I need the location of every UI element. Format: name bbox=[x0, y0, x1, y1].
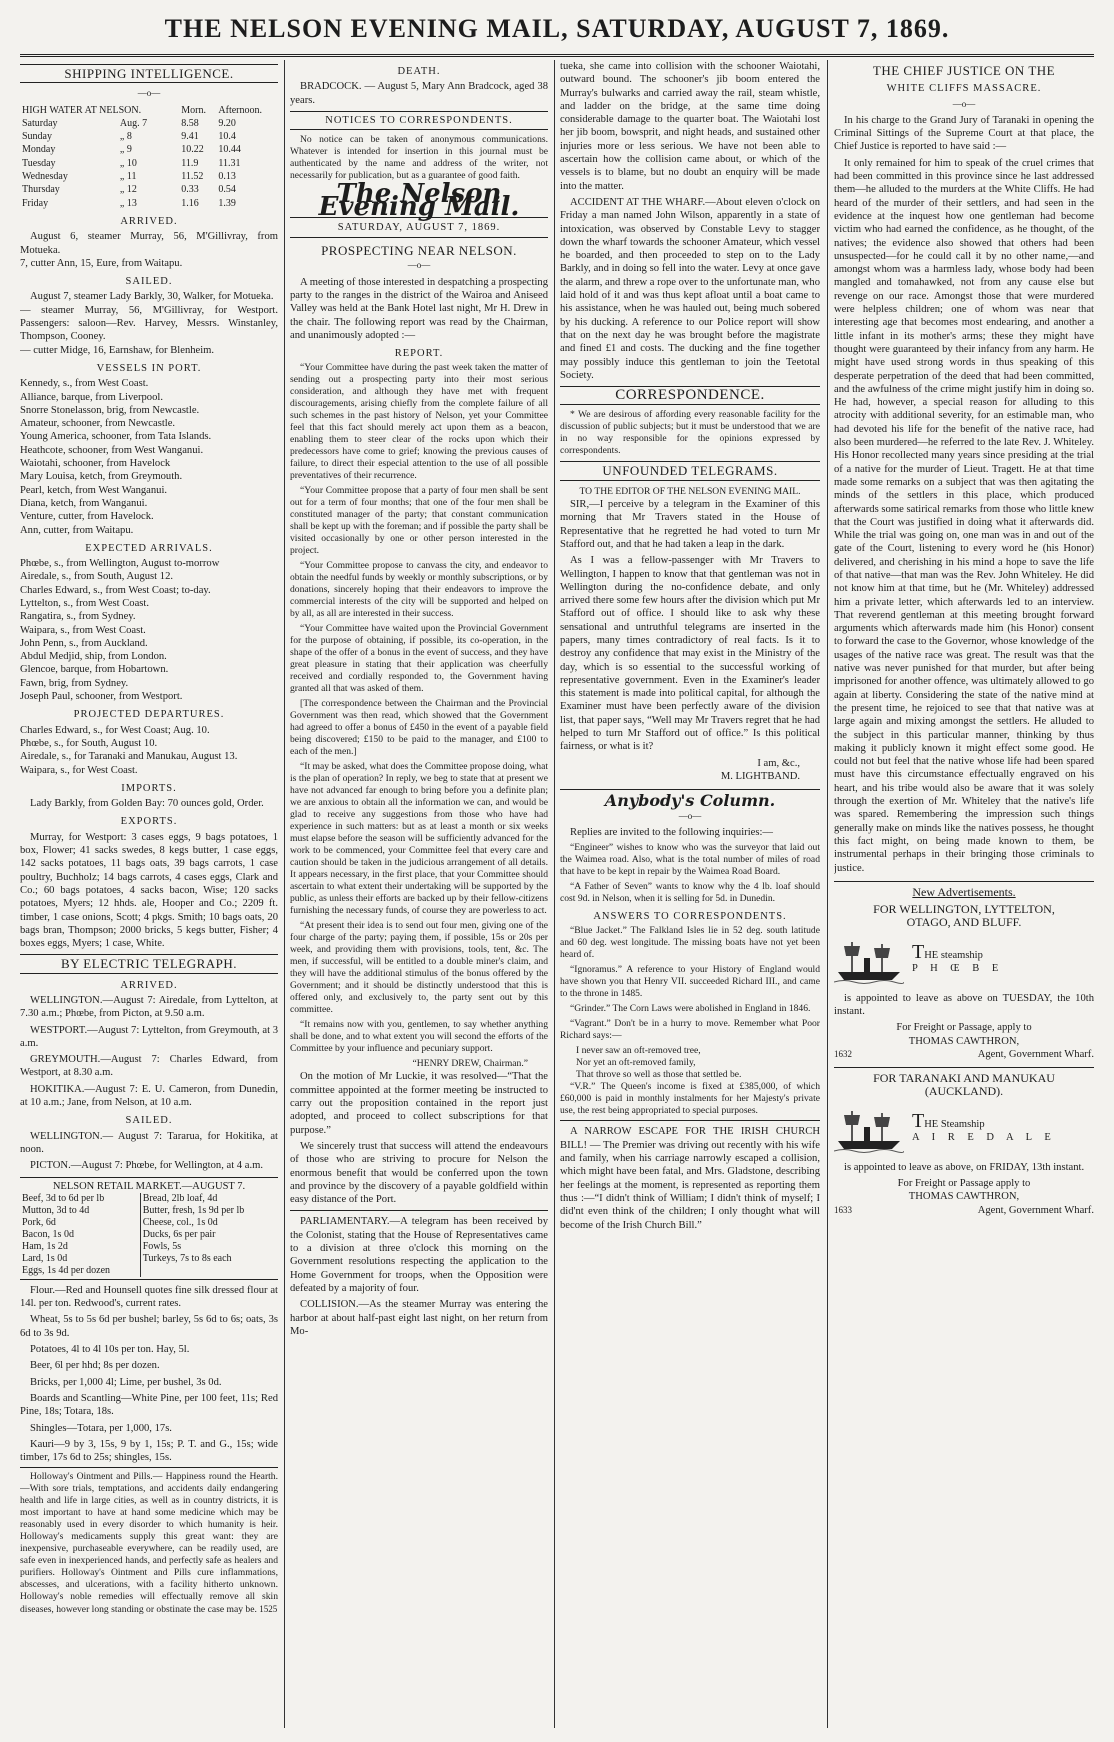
ad2-text: is appointed to leave as above, on FRIDAY, 13th instant. bbox=[844, 1161, 1085, 1173]
report-para: “It remains now with you, gentlemen, to say whether anything shall be done, and to what extent you will second the efforts of the Committee by your influence and pecuniary support. bbox=[290, 1019, 548, 1055]
column-3: tueka, she came into collision with the schooner Waiotahi, outward bound. The schooner's jib boom entered the Murray's bulwarks and carried away the rail, steam whistle, and ladder on the bridge, at the same time doing considerable damage to the quarter boat. The Waiotahi lost her jib boom, bowsprit, and night heads, and sustained other injuries more or less serious. We have not been able to ascertain how the collision came about, or which of the vessels is to blame, but no doubt an enquiry will be made into the matter. ACCIDENT AT THE WHARF.—About eleven o'clock on Friday a man named John Wilson, apparently in a state of intoxication, was observed by Constable Levy to stagger down the wharf towards the schooner Amateur, which vessel he boarded, and then proceeded to step on to the Lady Barkly, and in doing so fell into the water. Levy at once gave the alarm, and threw a rope over to the unfortunate man, who laid hold of it and was thus kept afloat until a boat came to his assistance, when he was hauled out, being much sobered by his ducking. A reference to our Police report will show that on the next day he was brought before the magistrate and fined £1 and costs. The ducking and the fine together may possibly induce this gentleman to join the Teetotal Society. CORRESPONDENCE. * We are desirous of affording every reasonable facility for the discussion of public subjects; but it must be understood that we are in no way responsible for the opinions expressed by correspondents. UNFOUNDED TELEGRAMS. TO THE EDITOR OF THE NELSON EVENING MAIL. SIR,—I perceive by a telegram in the Examiner of this morning that Mr Travers stated in the House of Representative that he regretted he had voted to turn Mr Stafford out, and that he had taken a leap in the dark. As I was a fellow-passenger with Mr Travers to Wellington, I happen to know that that gentleman was not in Wellington during the no-confidence debate, and only arrived there some few hours after the division which put Mr Stafford out of office. I should like to ask why these sensational and untruthful telegrams are inserted in the papers, many times contradictory of real facts. Is it to destroy any confidence that may exist in the Ministry of the day, which is so essential to the successful working of representative government. Even in the Examiner's leader this statement is made into political capital, for although the Examiner must have been perfectly aware of the division list, that paper says, “Well may Mr Travers regret that he had helped to turn Mr Stafford out of office.” Is this political fairness, or what is it? I am, &c., M. LIGHTBAND. Anybody's Column. —o— Replies are invited to the following inquiries:— “Engineer” wishes to know who was the surveyor that laid out the Waimea road. Also, what is the total number of miles of road that have to be kept in repair by the Waimea Road Board. “A Father of Seven” wants to know why the 4 lb. loaf should cost 9d. in Nelson, when it is selling for 5d. in Dunedin. ANSWERS TO CORRESPONDENTS. “Blue Jacket.” The Falkland Isles lie in 52 deg. south latitude and 60 deg. west longitude. The missing boats have not yet been heard of. “Ignoramus.” A reference to your History of England would have shown you that Henry VII. succeeded Richard III., and came to the throne in 1485. “Grinder.” The Corn Laws were abolished in England in 1846. “Vagrant.” Don't be in a hurry to move. Remember what Poor Richard says:— I never saw an oft-removed tree, Nor yet an oft-removed family, That throve so well as those that settled be. “V.R.” The Queen's income is fixed at £385,000, of which £60,000 is paid in monthly instalments for her Majesty's private use, the rest being appropriated to special purposes. A NARROW ESCAPE FOR THE IRISH CHURCH BILL! — The Premier was driving out recently with his wife and family, when his carriage narrowly escaped a collision, which might have been fatal, and Mrs. Gladstone, describing her feelings at the moment, is represented as reporting them thus :—“I didn't think of William; I didn't think of myself; I did'nt even think of the children; I only thought what will become of the Irish Church Bill.” bbox=[560, 61, 820, 1231]
report-signature: “HENRY DREW, Chairman.” bbox=[412, 1058, 528, 1070]
exports-heading: EXPORTS. bbox=[120, 816, 178, 828]
parliamentary-para: PARLIAMENTARY.—A telegram has been received by the Colonist, stating that the House of Representatives came to a division at three o'clock this morning on the Government resolutions respecting the application to the Home Government for troops, when the Opposition were defeated by a majority of four. bbox=[290, 1216, 548, 1294]
list-item: Phœbe, s., for South, August 10. bbox=[20, 737, 158, 749]
telegraph-heading: BY ELECTRIC TELEGRAPH. bbox=[20, 954, 278, 973]
report-para: “At present their idea is to send out four men, giving one of the four charge of the party; paying them, if possible, 15s or 20s per week, and providing them with provisions, tools, tent, &c. The men, if successful, will be entitled to a double miner's claim, and they will have the additional stimulus of the bonus offered by the Government; and it should be distinctly understood that this is offered only, and exclusively to, the party sent out by this committee. bbox=[290, 920, 548, 1016]
market-item: Wheat, 5s to 5s 6d per bushel; barley, 5s 6d to 6s; oats, 3s 6d to 3s 9d. bbox=[20, 1314, 278, 1339]
death-notice: BRADCOCK. — August 5, Mary Ann Bradcock, aged 38 years. bbox=[290, 81, 548, 106]
letter-para: SIR,—I perceive by a telegram in the Examiner of this morning that Mr Travers stated in the House of Representative that he regretted he had voted to turn Mr Stafford out, and that he had taken a leap in the dark. bbox=[560, 499, 820, 550]
tide-row: Thursday „ 12 0.33 0.54 bbox=[22, 184, 236, 196]
tide-row: Friday „ 13 1.16 1.39 bbox=[22, 197, 236, 209]
list-item: Pearl, ketch, from West Wanganui. bbox=[20, 484, 168, 496]
tel-arrived-item: HOKITIKA.—August 7: E. U. Cameron, from Dunedin, at 10 a.m.; Jane, from Nelson, at 10 a.m. bbox=[20, 1083, 278, 1109]
list-item: Lyttelton, s., from West Coast. bbox=[20, 597, 150, 609]
sailed-text: August 7, steamer Lady Barkly, 30, Walker, for Motueka. — steamer Murray, 56, M'Gillivray, for Westport. Passengers: saloon—Rev. Harvey, Messrs. Winstanley, Thompson, Cooney. — cutter Midge, 16, Earnshaw, for Blenheim. bbox=[20, 291, 278, 356]
query: “A Father of Seven” wants to know why the 4 lb. loaf should cost 9d. in Nelson, when it is selling for 5d. in Dunedin. bbox=[560, 881, 820, 905]
list-item: Fawn, brig, from Sydney. bbox=[20, 677, 129, 689]
list-item: Kennedy, s., from West Coast. bbox=[20, 378, 149, 390]
anybody-intro: Replies are invited to the following inquiries:— bbox=[570, 826, 774, 838]
arrived-heading: ARRIVED. bbox=[120, 215, 178, 227]
tel-arrived-item: WELLINGTON.—August 7: Airedale, from Lyttelton, at 7.30 a.m.; Phœbe, from Picton, at 9.50 a.m. bbox=[20, 995, 278, 1020]
tide-header: HIGH WATER AT NELSON. Morn. Afternoon. bbox=[22, 104, 262, 116]
report-para: [The correspondence between the Chairman and the Provincial Government was then read, which showed that the Government had agreed to offer a bonus of £450 in the event of a payable field being discovered; £150 to be paid to the manager, and £100 to each of the men.] bbox=[290, 698, 548, 758]
market-box bbox=[20, 1177, 278, 1280]
ad1-subheading: OTAGO, AND BLUFF. bbox=[906, 915, 1022, 930]
correspondence-heading: CORRESPONDENCE. bbox=[560, 386, 820, 405]
vessels-list bbox=[20, 377, 278, 537]
masthead-title: THE NELSON EVENING MAIL, SATURDAY, AUGUST 7, 1869. bbox=[164, 14, 950, 43]
answer: “Blue Jacket.” The Falkland Isles lie in 52 deg. south latitude and 60 deg. west longitude. The missing boats have not yet been heard of. bbox=[560, 925, 820, 961]
vessels-heading: VESSELS IN PORT. bbox=[96, 362, 202, 374]
list-item: Airedale, s., from South, August 12. bbox=[20, 571, 174, 583]
market-item: Shingles—Totara, per 1,000, 17s. bbox=[30, 1422, 172, 1434]
answer: “Vagrant.” Don't be in a hurry to move. Remember what Poor Richard says:— bbox=[560, 1018, 820, 1042]
holloway-ad: Holloway's Ointment and Pills.— Happiness round the Hearth.—With sore trials, temptations, and accidents daily endangering health and life in large cities, as well as in country districts, it is most important to have at hand some medicine which may be reasonably used in every disorder to which humanity is heir. Holloway's medicaments supply this great want: they are inexpensive, purchaseable everywhere, can be readily used, are safe even in inexperienced hands, and perfectly safe as healers and purifiers. Holloway's Ointment and Pills cure inflammations, abscesses, and ulcerations, with a facility hitherto unknown. Holloway's noble remedies will effectually remove all skin diseases, however long standing or obstinate the case may be. 1525 bbox=[20, 1467, 278, 1616]
tel-sailed-item: PICTON.—August 7: Phœbe, for Wellington, at 4 a.m. bbox=[30, 1160, 263, 1172]
list-item: John Penn, s., from Auckland. bbox=[20, 637, 148, 649]
list-item: Waipara, s., from West Coast. bbox=[20, 624, 146, 636]
ad2-subheading: (AUCKLAND). bbox=[924, 1084, 1004, 1099]
market-item: Bricks, per 1,000 4l; Lime, per bushel, 3s 0d. bbox=[30, 1376, 222, 1388]
ad2-heading: FOR TARANAKI AND MANUKAU bbox=[873, 1071, 1055, 1086]
list-item: Alliance, barque, from Liverpool. bbox=[20, 391, 163, 403]
list-item: Heathcote, schooner, from West Wanganui. bbox=[20, 444, 204, 456]
answer: “Grinder.” The Corn Laws were abolished in England in 1846. bbox=[570, 1003, 811, 1015]
list-item: Ann, cutter, from Waitapu. bbox=[20, 524, 134, 536]
imports-heading: IMPORTS. bbox=[121, 782, 177, 794]
dateline: SATURDAY, AUGUST 7, 1869. bbox=[290, 217, 548, 238]
prospect-para: We sincerely trust that success will attend the endeavours of those who are striving to procure for Nelson the enormous benefit that would be conferred upon the town and province by the discovery of a payable goldfield within easy distance of the Port. bbox=[290, 1140, 548, 1206]
list-item: Waipara, s., for West Coast. bbox=[20, 764, 138, 776]
sailed-heading: SAILED. bbox=[125, 276, 173, 288]
steamship-icon bbox=[834, 936, 904, 986]
ad1-agent-name: THOMAS CAWTHRON, bbox=[908, 1035, 1020, 1047]
death-heading: DEATH. bbox=[397, 66, 441, 77]
list-item: Venture, cutter, from Havelock. bbox=[20, 511, 154, 523]
list-item: Joseph Paul, schooner, from Westport. bbox=[20, 691, 183, 703]
collision-cont: tueka, she came into collision with the schooner Waiotahi, outward bound. The schooner's jib boom entered the Murray's bulwarks and carried away the rail, steam whistle, and ladder on the bridge, at the same time doing considerable damage to the quarter boat. The Waiotahi lost her jib boom, bowsprit, and night heads, and sustained other injuries more or less serious. We have not been able to ascertain how the collision came about, or which of the vessels is to blame, but no doubt an enquiry will be made into the matter. bbox=[560, 61, 820, 192]
ad2-number: 1633 bbox=[834, 1204, 852, 1215]
report-para: “Your Committee have during the past week taken the matter of sending out a prospecting party into their most serious consideration, and although they have met with frequent discouragements, arising chiefly from the complete failure of all such schemes in the past history of Nelson, yet your Committee feel that this fact should merely act upon them as a beacon, enabling them to steer clear of the rocks upon which their predecessors have come to grief; knowing the previous causes of failure, to direct their especial attention to the use of all possible preventatives of their recurrence. bbox=[290, 362, 548, 482]
list-item: Rangatira, s., from Sydney. bbox=[20, 611, 136, 623]
report-heading: REPORT. bbox=[394, 348, 444, 360]
chief-justice-subheading: WHITE CLIFFS MASSACRE. bbox=[886, 83, 1042, 95]
collision-para: COLLISION.—As the steamer Murray was entering the harbor at about half-past eight last night, on her return from Mo- bbox=[290, 1299, 548, 1337]
expected-heading: EXPECTED ARRIVALS. bbox=[85, 542, 213, 554]
report-para: “It may be asked, what does the Committee propose doing, what is the plan of operation? In reply, we beg to state that at present we have not advanced far enough to bring before you a definite plan; we are anxious to obtain all the information we can, and would be glad to receive any suggestions from those who have had experience in such matters: but as at least a month or six weeks must elapse before the season will be sufficiently advanced for the work to be commenced, your Committee feel that every care and caution should be taken in the judicious arrangement of all details. It appears necessary, in the first place, that your Committee should ascertain to what extent their undertaking will be supported by the public, as unless their efforts are backed up by their fellow-citizens furnishing the necessary funds, of course they are powerless to act. bbox=[290, 761, 548, 917]
imports-text: Lady Barkly, from Golden Bay: 70 ounces gold, Order. bbox=[30, 798, 264, 810]
letter-signature: M. LIGHTBAND. bbox=[720, 770, 800, 782]
unfounded-heading: UNFOUNDED TELEGRAMS. bbox=[560, 461, 820, 480]
tel-arrived-item: GREYMOUTH.—August 7: Charles Edward, from Westport, at 8.30 a.m. bbox=[20, 1054, 278, 1079]
list-item: Mary Louisa, ketch, from Greymouth. bbox=[20, 471, 183, 483]
list-item: Amateur, schooner, from Newcastle. bbox=[20, 418, 176, 430]
new-ads-heading: New Advertisements. bbox=[912, 884, 1016, 899]
cj-para: It only remained for him to speak of the cruel crimes that had been committed in this province since he last addressed them—he alluded to the murders at the White Cliffs. He had heard of the murder of their settlers, and had seen in the evidence at the inquest how one gentleman had become victim who had earned the confidence, as he thought, of the natives; the evidence also showed that others had been unsuspected—for he could call it by no other name,—and amongst whom was a harmless lady, whose body had been mangled and tomahawked, not from any cause else but revenge on our race. Amongst those that were murdered were helpless children; one of whom was near that interesting age that becomes most endearing, and another a little infant in its mother's arms; these they might have thought were guaranteed by their infancy from any harm. He might have used strong words in thus speaking of this desperate perpetration of the deed that had been committed, and the awfulness of the crime might justify him in doing so. He had, however, a special reason for alluding to this atrocity with additional severity, for an estimable man, who had devoted his life for the benefit of the native race, had also been murdered—he referred to the late Rev. J. Whiteley. His Honor recollected many years since presiding at the trial of a native for the murder of Lieut. Tragett. He at that time made some remarks on a subject that was then agitating the minds of the settlers in this place, which produced afterwards some satirical remarks from those who little knew that the Court was justified in doing what it afterwards did. While the trial was going on, one man was in and out of the gate of the Court, listening to every word he (his Honor) delivered, and cherishing in his mind a hope to save the life of that native—that man was the Rev. John Whiteley. He did not know him at that time, but he (Mr. Whiteley) addressed him a private letter, which afterwards led to an interview. That reverend gentleman at this meeting brought forward arguments which afterwards made him (his Honor) consent to forward the case to the Governor, whose knowledge of the usages of the native race was great. The result was that the native was never punished for that murder, but after being imprisoned for another offence, was ultimately allowed to go again at liberty. Considering the state of the native mind at the present time, he rejoiced to see that that native was at large again and mixing amongst the settlers. He alluded to the subject in this particular manner, thinking by thus making it publicly known it might effect some good. He could not but feel that the native whose life had been spared must have this circumstance effectually engraved on his heart, and his tribe would also be aware that it was solely through the exertion of Mr. Whiteley that the native's life was spared. Remembering the impression such things generally make on minds like the natives possess, he thought this fact might, on being made known to them, be instrumental perhaps in their bringing those criminals to justice. bbox=[834, 157, 1094, 874]
ad1-text: is appointed to leave as above on TUESDAY, the 10th instant. bbox=[834, 992, 1094, 1017]
tel-sailed-item: WELLINGTON.— August 7: Tararua, for Hokitika, at noon. bbox=[20, 1130, 278, 1155]
list-item: Young America, schooner, from Tata Islands. bbox=[20, 431, 212, 443]
column-1: SHIPPING INTELLIGENCE. —o— HIGH WATER AT NELSON. Morn. Afternoon. Saturday Aug. 7 8.58 9.20 Sunday „ 8 9.41 10.4 Monday „ 9 10.22 10.44 Tuesday „ 10 11.9 11.31 Wednesday „ 11 11.52 0.13 Thursday „ 12 0.33 0.54 Friday „ 13 1.16 1.39 ARRIVED. August 6, steamer Murray, 56, M'Gillivray, from Motueka. 7, cutter Ann, 15, Eure, from Waitapu. SAILED. August 7, steamer Lady Barkly, 30, Walker, for Motueka. — steamer Murray, 56, M'Gillivray, for Westport. Passengers: saloon—Rev. Harvey, Messrs. Winstanley, Thompson, Cooney. — cutter Midge, 16, Earnshaw, for Blenheim. VESSELS IN PORT. Kennedy, s., from West Coast. Alliance, barque, from Liverpool. Snorre Stonelasson, brig, from Newcastle. Amateur, schooner, from Newcastle. Young America, schooner, from Tata Islands. Heathcote, schooner, from West Wanganui. Waiotahi, schooner, from Havelock Mary Louisa, ketch, from Greymouth. Pearl, ketch, from West Wanganui. Diana, ketch, from Wanganui. Venture, cutter, from Havelock. Ann, cutter, from Waitapu. EXPECTED ARRIVALS. Phœbe, s., from Wellington, August to-morrow Airedale, s., from South, August 12. Charles Edward, s., from West Coast; to-day. Lyttelton, s., from West Coast. Rangatira, s., from Sydney. Waipara, s., from West Coast. John Penn, s., from Auckland. Abdul Medjid, ship, from London. Glencoe, barque, from Hobartown. Fawn, brig, from Sydney. Joseph Paul, schooner, from Westport. PROJECTED DEPARTURES. Charles Edward, s., for West Coast; Aug. 10. Phœbe, s., for South, August 10. Airedale, s., for Taranaki and Manukau, August 13. Waipara, s., for West Coast. IMPORTS. Lady Barkly, from Golden Bay: 70 ounces gold, Order. EXPORTS. Murray, for Westport: 3 cases eggs, 9 bags potatoes, 1 box, Flower; 41 sacks swedes, 8 kegs butter, 1 case eggs, 142 sacks potatoes, 11 bags oats, 39 bags carrots, 1 case poultry, Buchholz; 14 bags carrots, 4 cases eggs, Clark and Co.; 60 bags potatoes, 4 sacks bacon, Wise; 120 sacks potatoes, Myers; 12 hhds. ale, Hooper and Co.; 2209 ft. timber, 1 case onions, Scott; 4 pkgs. Smith; 10 bags oats, 20 bags bran, Thompson; 2000 bricks, 5 kegs butter, Fisher; 4 boxes eggs, Myers; 1 case, White. BY ELECTRIC TELEGRAPH. ARRIVED. WELLINGTON.—August 7: Airedale, from Lyttelton, at 7.30 a.m.; Phœbe, from Picton, at 9.50 a.m. WESTPORT.—August 7: Lyttelton, from Greymouth, at 3 a.m. GREYMOUTH.—August 7: Charles Edward, from Westport, at 8.30 a.m. HOKITIKA.—August 7: E. U. Cameron, from Dunedin, at 10 a.m.; Jane, from Nelson, at 10 a.m. SAILED. WELLINGTON.— August 7: Tararua, for Hokitika, at noon. PICTON.—August 7: Phœbe, for Wellington, at 4 a.m. NELSON RETAIL MARKET.—AUGUST 7. Beef, 3d to 6d per lb Mutton, 3d to 4d Pork, 6d Bacon, 1s 0d Ham, 1s 2d Lard, 1s 0d Eggs, 1s 4d per dozen Bread, 2lb loaf, 4d Butter, fresh, 1s 9d per lb Cheese, col., 1s 0d Ducks, 6s per pair Fowls, 5s Turkeys, 7s to 8s each Flour.—Red and Hounsell quotes fine silk dressed flour at 14l. per ton. Redwood's, current rates. Wheat, 5s to 5s 6d per bushel; barley, 5s 6d to 6s; oats, 3s 6d to 3s 9d. Potatoes, 4l to 4l 10s per ton. Hay, 5l. Beer, 6l per hhd; 8s per dozen. Bricks, per 1,000 4l; Lime, per bushel, 3s 0d. Boards and Scantling—White Pine, per 100 feet, 11s; Red Pine, 18s; Totara, 18s. Shingles—Totara, per 1,000, 17s. Kauri—9 by 3, 15s, 9 by 1, 15s; P. T. and G., 15s; wide timber, 17s 6d to 25s; shingles, 15s. Holloway's Ointment and Pills.— Happiness round the Hearth.—With sore trials, temptations, and accidents daily endangering health and life in large cities, as well as in country districts, it is most important to have at hand some medicine which may be reasonably used in every disorder to which humanity is heir. Holloway's medicaments supply this great want: they are inexpensive, purchaseable everywhere, can be readily used, are safe even in inexperienced hands, and perfectly safe as healers and purifiers. Holloway's Ointment and Pills cure inflammations, abscesses, and ulcerations, with a facility hitherto unknown. Holloway's noble remedies will effectually remove all skin diseases, however long standing or obstinate the case may be. 1525 bbox=[20, 66, 278, 1616]
column-rule bbox=[554, 60, 555, 1728]
list-item: Charles Edward, s., from West Coast; to-day. bbox=[20, 584, 211, 596]
tide-table bbox=[20, 104, 278, 210]
tel-arrived-item: WESTPORT.—August 7: Lyttelton, from Greymouth, at 3 a.m. bbox=[20, 1024, 278, 1049]
narrow-escape-para: A NARROW ESCAPE FOR THE IRISH CHURCH BILL! — The Premier was driving out recently with his wife and family, when his carriage narrowly escaped a collision, which might have been fatal, and Mrs. Gladstone, describing her feelings at the moment, is represented as reporting them thus :—“I didn't think of William; I didn't think of myself; I did'nt even think of the children; I only thought what will become of the Irish Church Bill.” bbox=[560, 1120, 820, 1231]
tide-row: Saturday Aug. 7 8.58 9.20 bbox=[22, 117, 236, 129]
column-4: THE CHIEF JUSTICE ON THE WHITE CLIFFS MASSACRE. —o— In his charge to the Grand Jury of Taranaki in opening the Criminal Sittings of the Supreme Court at that place, the Chief Justice is reported to have said :— It only remained for him to speak of the cruel crimes that had been committed in this province since he last addressed them—he alluded to the murders at the White Cliffs. He had heard of the murder of their settlers, and had seen in the evidence at the inquest how one gentleman had become victim who had earned the confidence, as he thought, of the natives; the evidence also showed that others had been unsuspected—for he could call it by no other name,—and amongst whom was a harmless lady, whose body had been mangled and tomahawked, not from any cause else but revenge on our race. Amongst those that were murdered were helpless children; one of whom was near that interesting age that becomes most endearing, and another a little infant in its mother's arms; these they might have thought were guaranteed by their infancy from any harm. He might have used strong words in thus speaking of this desperate perpetration of the deed that had been committed, and the awfulness of the crime might justify him in doing so. He had, however, a special reason for alluding to this atrocity with additional severity, for an estimable man, who had devoted his life for the benefit of the native race, had also been murdered—he referred to the late Rev. J. Whiteley. His Honor recollected many years since presiding at the trial of a native for the murder of Lieut. Tragett. He at that time made some remarks on a subject that was then agitating the minds of the settlers in this place, which produced afterwards some satirical remarks from those who little knew that the Court was justified in doing what it afterwards did. While the trial was going on, one man was in and out of the gate of the Court, listening to every word he (his Honor) delivered, and cherishing in his mind a hope to save the life of that native—that man was the Rev. John Whiteley. He did not know him at that time, but he (Mr. Whiteley) addressed him a private letter, which afterwards led to an interview. That reverend gentleman at this meeting brought forward arguments which afterwards made him (his Honor) consent to forward the case to the Governor, whose knowledge of the usages of the native race was great. The result was that the native was never punished for that murder, but after being imprisoned for another offence, was ultimately allowed to go again at liberty. Considering the state of the native mind at the present time, he rejoiced to see that that native was at large again and mixing amongst the settlers. He alluded to the subject in this particular manner, thinking by thus making it publicly known it might effect some good. He could not but feel that the native whose life had been spared must have this circumstance effectually engraved on his heart, and his tribe would also be aware that it was solely through the exertion of Mr. Whiteley that the native's life was spared. Remembering the impression such things generally make on minds like the natives possess, he thought this fact might, on being made known to them, be instrumental perhaps in their bringing those criminals to justice. New Advertisements. FOR WELLINGTON, LYTTELTON, OTAGO, AND BLUFF. THE steamship P H Œ B E is appointed to leave as above on TUESDAY, the 10th instant. For Freight or Passage, apply to THOMAS CAWTHRON, 1632 Agent, Government Wharf. FOR TARANAKI AND MANUKAU (AUCKLAND). THE Steamship A I R E D A L E is appointed to leave as above, on FRIDAY, 13th instant. For Freight or Passage apply to THOMAS CAWTHRON, 1633 Agent, Government Wharf. bbox=[834, 63, 1094, 1216]
exports-text: Murray, for Westport: 3 cases eggs, 9 bags potatoes, 1 box, Flower; 41 sacks swedes, 8 kegs butter, 1 case eggs, 142 sacks potatoes, 11 bags oats, 39 bags carrots, 1 case poultry, Buchholz; 14 bags carrots, 4 cases eggs, Clark and Co.; 60 bags potatoes, 4 sacks bacon, Wise; 120 sacks potatoes, Myers; 12 hhds. ale, Hooper and Co.; 2209 ft. timber, 1 case onions, Scott; 4 pkgs. Smith; 10 bags oats, 20 bags bran, Thompson; 2000 bricks, 5 kegs butter, Fisher; 4 boxes eggs, Myers; 1 case, White. bbox=[20, 831, 278, 950]
shipping-heading: SHIPPING INTELLIGENCE. bbox=[20, 64, 278, 83]
projected-list bbox=[20, 724, 278, 777]
list-item: Glencoe, barque, from Hobartown. bbox=[20, 664, 169, 676]
answer: “V.R.” The Queen's income is fixed at £385,000, of which £60,000 is paid in monthly instalments for her Majesty's private use, the rest being appropriated to special purposes. bbox=[560, 1081, 820, 1117]
projected-heading: PROJECTED DEPARTURES. bbox=[73, 709, 225, 721]
list-item: Airedale, s., for Taranaki and Manukau, August 13. bbox=[20, 751, 238, 763]
ad1-freight: For Freight or Passage, apply to bbox=[896, 1022, 1032, 1034]
column-rule bbox=[827, 60, 828, 1728]
letter-sign-off: I am, &c., bbox=[757, 757, 800, 769]
ad1-heading: FOR WELLINGTON, LYTTELTON, bbox=[873, 902, 1055, 917]
tide-row: Sunday „ 8 9.41 10.4 bbox=[22, 131, 236, 143]
arrived-text: August 6, steamer Murray, 56, M'Gillivray, from Motueka. 7, cutter Ann, 15, Eure, from Waitapu. bbox=[20, 231, 278, 269]
report-para: “Your Committee propose that a party of four men shall be sent out for a term of four months; that one of the four men shall be constituted manager of the party; that constant communication shall be kept up with the foreman; and if possible the party shall be visited occasionally by one or other person interested in the project. bbox=[290, 485, 548, 557]
query: “Engineer” wishes to know who was the surveyor that laid out the Waimea road. Also, what is the total number of miles of road that have to be kept in repair by the Waimea Road Board. bbox=[560, 842, 820, 878]
market-item: Kauri—9 by 3, 15s, 9 by 1, 15s; P. T. and G., 15s; wide timber, 17s 6d to 25s; shingles, 15s. bbox=[20, 1438, 278, 1464]
list-item: Charles Edward, s., for West Coast; Aug. 10. bbox=[20, 724, 210, 736]
market-item: Potatoes, 4l to 4l 10s per ton. Hay, 5l. bbox=[30, 1344, 190, 1356]
market-item: Boards and Scantling—White Pine, per 100 feet, 11s; Red Pine, 18s; Totara, 18s. bbox=[20, 1392, 278, 1418]
prospect-heading: PROSPECTING NEAR NELSON. bbox=[321, 243, 517, 259]
paper-title: The Nelson Evening Mail. bbox=[318, 179, 520, 223]
column-2: DEATH. BRADCOCK. — August 5, Mary Ann Bradcock, aged 38 years. NOTICES TO CORRESPONDENTS. No notice can be taken of anonymous communications. Whatever is intended for insertion in this journal must be authenticated by the name and address of the writer, not necessarily for publication, but as a guarantee of good faith. The Nelson Evening Mail. SATURDAY, AUGUST 7, 1869. PROSPECTING NEAR NELSON. —o— A meeting of those interested in despatching a prospecting party to the ranges in the district of the Wairoa and Aniseed Valley was held at the Bank Hotel last night, Mr H. Drew in the chair. The following report was read by the Chairman, and unanimously adopted :— REPORT. “Your Committee have during the past week taken the matter of sending out a prospecting party into their most serious consideration, and although they have met with frequent discouragements, arising chiefly from the complete failure of all such schemes in the past history of Nelson, yet your Committee feel that this fact should merely act upon them as a beacon, enabling them to steer clear of the rocks upon which their predecessors have come to grief; knowing the previous causes of failure, to direct their especial attention to the use of all possible preventatives of their recurrence. “Your Committee propose that a party of four men shall be sent out for a term of four months; that one of the four men shall be constituted manager of the party; that constant communication shall be kept up with the foreman; and if possible the party shall be visited occasionally by one or other person interested in the project. “Your Committee propose to canvass the city, and endeavor to obtain the needful funds by weekly or monthly subscriptions, or by donations, sincerely hoping that their endeavors to improve the commercial interests of the city will be supported and helped on by all, as all are interested in their success. “Your Committee have waited upon the Provincial Government for the purpose of obtaining, if possible, its co-operation, in the shape of the offer of a bonus in the event of success, and they have great pleasure in stating that their application was cheerfully received and cordially responded to, the Government having granted all that was asked of them. [The correspondence between the Chairman and the Provincial Government was then read, which showed that the Government had agreed to offer a bonus of £450 in the event of a payable field being discovered; £150 to be paid to the manager, and £100 to each of the men.] “It may be asked, what does the Committee propose doing, what is the plan of operation? In reply, we beg to state that at present we have not advanced far enough to bring before you a definite plan; we are anxious to obtain all the information we can, and would be glad to receive any suggestions from those who have had experience in such matters: but as at least a month or six weeks must elapse before the season will be sufficiently advanced for the work to be commenced, your Committee feel that every care and caution should be taken in the judicious arrangement of all details. It appears necessary, in the first place, that your Committee should ascertain to what extent their undertaking will be supported by the public, as unless their efforts are backed up by their fellow-citizens furnishing the necessary funds, of course they are powerless to act. “At present their idea is to send out four men, giving one of the four charge of the party; paying them, if possible, 15s or 20s per week, and providing them with provisions, tools, tent, &c. The men, if successful, will be entitled to a double miner's claim, and they will have the additional stimulus of the bonus offered by the Government; and it should be distinctly understood that this is offered only, and exclusively to, the party sent out by this committee. “It remains now with you, gentlemen, to say whether anything shall be done, and to what extent you will second the efforts of the Committee by your influence and pecuniary support. “HENRY DREW, Chairman.” On the motion of Mr Luckie, it was resolved—“That the committee appointed at the former meeting be instructed to carry out the proposition contained in the report just adopted, and proceed to collect subscriptions for that purpose.” We sincerely trust that success will attend the endeavours of those who are striving to procure for Nelson the enormous benefit that would be conferred upon the town and province by the discovery of a payable goldfield within easy distance of the Port. PARLIAMENTARY.—A telegram has been received by the Colonist, stating that the House of Representatives came to a division at three o'clock this morning on the Government resolutions respecting the application to the Home Government for troops, when the Opposition were defeated by a majority of four. COLLISION.—As the steamer Murray was entering the harbor at about half-past eight last night, on her return from Mo- bbox=[290, 66, 548, 1337]
cj-para: In his charge to the Grand Jury of Taranaki in opening the Criminal Sittings of the Supreme Court at that place, the Chief Justice is reported to have said :— bbox=[834, 114, 1094, 153]
accident-para: ACCIDENT AT THE WHARF.—About eleven o'clock on Friday a man named John Wilson, apparently in a state of intoxication, was observed by Constable Levy to stagger down the wharf towards the schooner Amateur, which vessel he boarded, and then proceeded to step on to the Lady Barkly, and in doing so fell into the water. Levy at once gave the alarm, and threw a rope over to the unfortunate man, who laid hold of it and was thus kept afloat until a boat came to his assistance, when he was hauled out, being much sobered by his ducking. A reference to our Police report will show that on the next day he was brought before the magistrate and fined £1 and costs. The ducking and the fine together may possibly induce this gentleman to join the Teetotal Society. bbox=[560, 196, 820, 381]
list-item: Waiotahi, schooner, from Havelock bbox=[20, 458, 171, 470]
ad1-ship: THE steamship P H Œ B E bbox=[834, 936, 1094, 986]
list-item: Snorre Stonelasson, brig, from Newcastle. bbox=[20, 404, 200, 416]
column-rule bbox=[284, 60, 285, 1728]
notices-text: No notice can be taken of anonymous communications. Whatever is intended for insertion in this journal must be authenticated by the name and address of the writer, not necessarily for publication, but as a guarantee of good faith. bbox=[290, 134, 548, 182]
anybody-heading: Anybody's Column. bbox=[560, 789, 820, 807]
ad2-freight: For Freight or Passage apply to bbox=[897, 1178, 1031, 1190]
answers-heading: ANSWERS TO CORRESPONDENTS. bbox=[593, 911, 787, 923]
list-item: Diana, ketch, from Wanganui. bbox=[20, 497, 148, 509]
prospect-intro: A meeting of those interested in despatching a prospecting party to the ranges in the district of the Wairoa and Aniseed Valley was held at the Bank Hotel last night, Mr H. Drew in the chair. The following report was read by the Chairman, and unanimously adopted :— bbox=[290, 276, 548, 341]
market-item: Flour.—Red and Hounsell quotes fine silk dressed flour at 14l. per ton. Redwood's, current rates. bbox=[20, 1284, 278, 1310]
notices-heading: NOTICES TO CORRESPONDENTS. bbox=[290, 111, 548, 130]
ad1-agent: Agent, Government Wharf. bbox=[977, 1048, 1094, 1060]
ad1-line: HE steamship bbox=[924, 949, 983, 961]
correspondence-note: * We are desirous of affording every reasonable facility for the discussion of public subjects; but it must be understood that we are in no way responsible for the opinions expressed by correspondents. bbox=[560, 409, 820, 457]
answer: “Ignoramus.” A reference to your History of England would have shown you that Henry VII. succeeded Richard III., and came to the throne in 1485. bbox=[560, 964, 820, 1000]
tide-row: Wednesday „ 11 11.52 0.13 bbox=[22, 171, 236, 183]
ad2-ship: THE Steamship A I R E D A L E bbox=[834, 1105, 1094, 1155]
verse: I never saw an oft-removed tree, Nor yet an oft-removed family, That throve so well as those that settled be. bbox=[576, 1045, 742, 1081]
list-item: Phœbe, s., from Wellington, August to-morrow bbox=[20, 558, 220, 570]
market-item: Beer, 6l per hhd; 8s per dozen. bbox=[30, 1360, 160, 1372]
ad2 bbox=[834, 1067, 1094, 1217]
new-advertisements bbox=[834, 881, 1094, 1061]
letter-para: As I was a fellow-passenger with Mr Travers to Wellington, I happen to know that that gentleman was not in Wellington during the no-confidence debate, and only arrived there some few hours after the division which put Mr Stafford out of office. I should like to ask why these sensational and untruthful telegrams are inserted in the papers, many times contradictory of real facts. Is it to destroy any confidence that may exist in the Ministry of the day, which is so essential to the successful working of representative government. Even in the Examiner's leader this statement is made into political capital, for although the Examiner must have been perfectly aware of the division list, that paper says, “Well may Mr Travers regret that he had helped to turn Mr Stafford out of office.” Is this political fairness, or what is it? bbox=[560, 555, 820, 753]
ad1-number: 1632 bbox=[834, 1048, 852, 1059]
expected-list bbox=[20, 557, 278, 703]
masthead bbox=[20, 14, 1094, 57]
tel-sailed-heading: SAILED. bbox=[125, 1115, 173, 1127]
ad2-agent-name: THOMAS CAWTHRON, bbox=[908, 1191, 1020, 1203]
tide-row: Tuesday „ 10 11.9 11.31 bbox=[22, 157, 241, 169]
ad2-agent: Agent, Government Wharf. bbox=[977, 1204, 1094, 1216]
report-para: “Your Committee have waited upon the Provincial Government for the purpose of obtaining, if possible, its co-operation, in the shape of the offer of a bonus in the event of success, and they have great pleasure in stating that their application was cheerfully received and cordially responded to, the Government having granted all that was asked of them. bbox=[290, 623, 548, 695]
tel-arrived-heading: ARRIVED. bbox=[120, 979, 178, 991]
market-heading: NELSON RETAIL MARKET.—AUGUST 7. bbox=[52, 1180, 246, 1192]
to-editor: TO THE EDITOR OF THE NELSON EVENING MAIL. bbox=[579, 485, 801, 497]
ad1-ship-name: P H Œ B E bbox=[912, 963, 1004, 975]
ad2-ship-name: A I R E D A L E bbox=[912, 1132, 1056, 1144]
prospect-para: On the motion of Mr Luckie, it was resolved—“That the committee appointed at the former meeting be instructed to carry out the proposition contained in the report just adopted, and proceed to collect subscriptions for that purpose.” bbox=[290, 1071, 548, 1136]
chief-justice-heading: THE CHIEF JUSTICE ON THE bbox=[872, 63, 1056, 78]
report-para: “Your Committee propose to canvass the city, and endeavor to obtain the needful funds by weekly or monthly subscriptions, or by donations, sincerely hoping that their endeavors to improve the commercial interests of the city will be supported and helped on by all, as all are interested in their success. bbox=[290, 560, 548, 620]
list-item: Abdul Medjid, ship, from London. bbox=[20, 651, 167, 663]
market-table: Beef, 3d to 6d per lb Mutton, 3d to 4d Pork, 6d Bacon, 1s 0d Ham, 1s 2d Lard, 1s 0d Eggs, 1s 4d per dozen Bread, 2lb loaf, 4d Butter, fresh, 1s 9d per lb Cheese, col., 1s 0d Ducks, 6s per pair Fowls, 5s Turkeys, 7s to 8s each bbox=[22, 1192, 245, 1276]
ad2-line: HE Steamship bbox=[924, 1118, 985, 1130]
tide-row: Monday „ 9 10.22 10.44 bbox=[22, 144, 241, 156]
steamship-icon bbox=[834, 1105, 904, 1155]
